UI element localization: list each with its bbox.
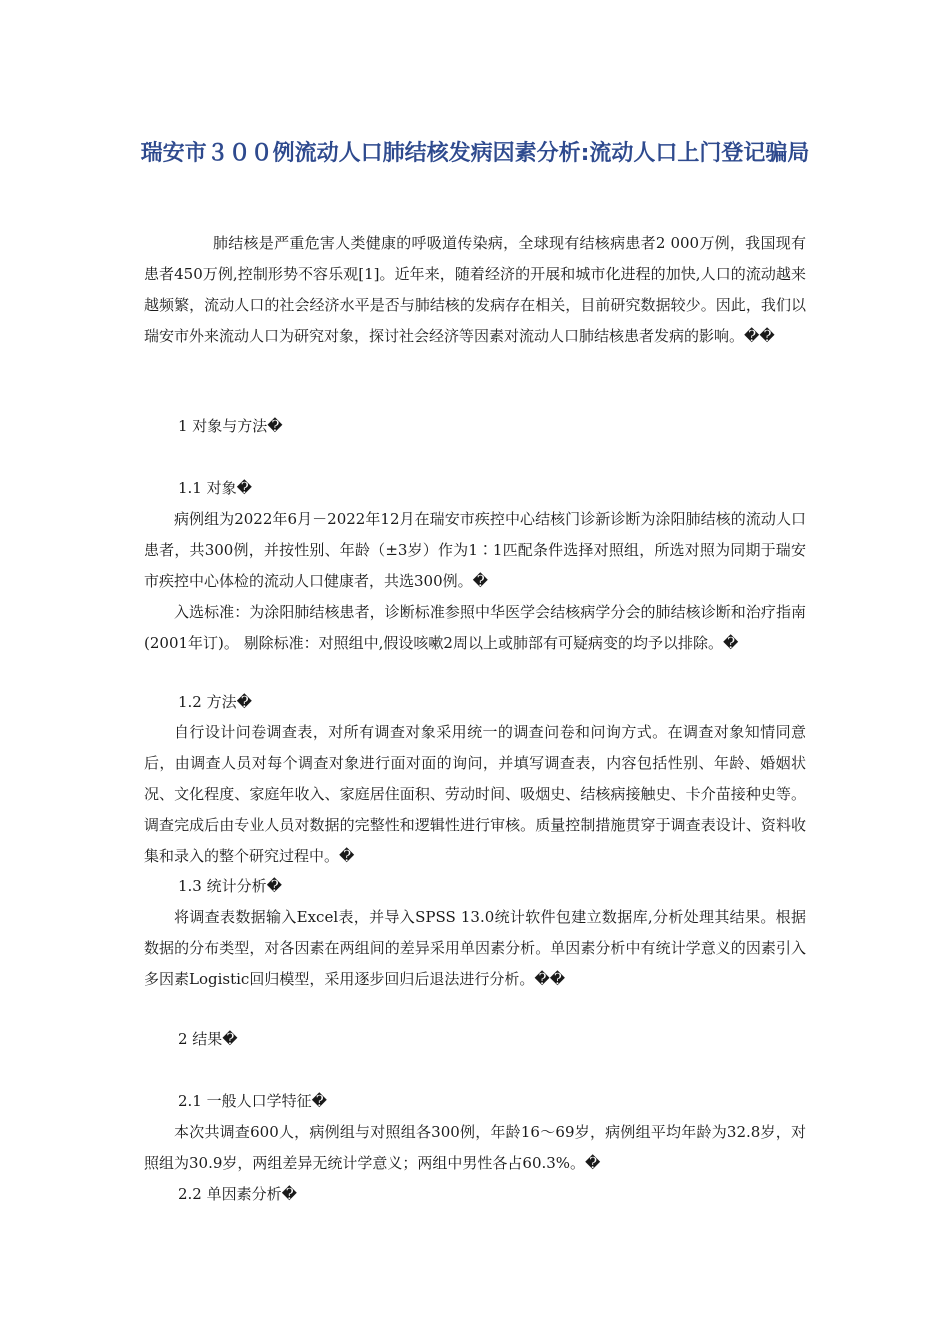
section-1-3-paragraph: 将调查表数据输入Excel表，并导入SPSS 13.0统计软件包建立数据库,分析处理其结果。根据数据的分布类型，对各因素在两组间的差异采用单因素分析。单因素分析中有统计学意义的因素引入多因素Logistic回归模型，采用逐步回归后退法进行分析。�� bbox=[144, 908, 806, 988]
section-1-1-heading: 1.1 对象� bbox=[178, 479, 253, 497]
section-2-1-paragraph: 本次共调查600人，病例组与对照组各300例，年龄16～69岁，病例组平均年龄为32.8岁，对照组为30.9岁，两组差异无统计学意义；两组中男性各占60.3%。� bbox=[144, 1123, 806, 1172]
section-2-1-heading: 2.1 一般人口学特征� bbox=[178, 1092, 328, 1110]
section-1-2-heading: 1.2 方法� bbox=[178, 693, 253, 711]
section-1-2-paragraph: 自行设计问卷调查表，对所有调查对象采用统一的调查问卷和问询方式。在调查对象知情同意后，由调查人员对每个调查对象进行面对面的询问，并填写调查表，内容包括性别、年龄、婚姻状况、文化程度、家庭年收入、家庭居住面积、劳动时间、吸烟史、结核病接触史、卡介苗接种史等。调查完成后由专业人员对数据的完整性和逻辑性进行审核。质量控制措施贯穿于调查表设计、资料收集和录入的整个研究过程中。� bbox=[144, 723, 806, 865]
intro-paragraph: 肺结核是严重危害人类健康的呼吸道传染病，全球现有结核病患者2 000万例，我国现有患者450万例,控制形势不容乐观[1]。近年来，随着经济的开展和城市化进程的加快,人口的流动越来越频繁，流动人口的社会经济水平是否与肺结核的发病存在相关，目前研究数据较少。因此，我们以瑞安市外来流动人口为研究对象，探讨社会经济等因素对流动人口肺结核患者发病的影响。�� bbox=[144, 234, 806, 345]
section-2-heading: 2 结果� bbox=[178, 1030, 238, 1048]
document-title: 瑞安市３００例流动人口肺结核发病因素分析:流动人口上门登记骗局 bbox=[140, 141, 810, 166]
section-1-1-paragraph-2: 入选标准：为涂阳肺结核患者，诊断标准参照中华医学会结核病学分会的肺结核诊断和治疗指南(2001年订)。 剔除标准：对照组中,假设咳嗽2周以上或肺部有可疑病变的均予以排除。� bbox=[144, 603, 806, 652]
section-2-2-heading: 2.2 单因素分析� bbox=[178, 1185, 298, 1203]
section-1-3-heading: 1.3 统计分析� bbox=[178, 877, 283, 895]
section-1-1-paragraph-1: 病例组为2022年6月－2022年12月在瑞安市疾控中心结核门诊新诊断为涂阳肺结核的流动人口患者，共300例，并按性别、年龄（±3岁）作为1∶1匹配条件选择对照组，所选对照为同期于瑞安市疾控中心体检的流动人口健康者，共选300例。� bbox=[144, 510, 806, 590]
section-1-heading: 1 对象与方法� bbox=[178, 417, 283, 435]
